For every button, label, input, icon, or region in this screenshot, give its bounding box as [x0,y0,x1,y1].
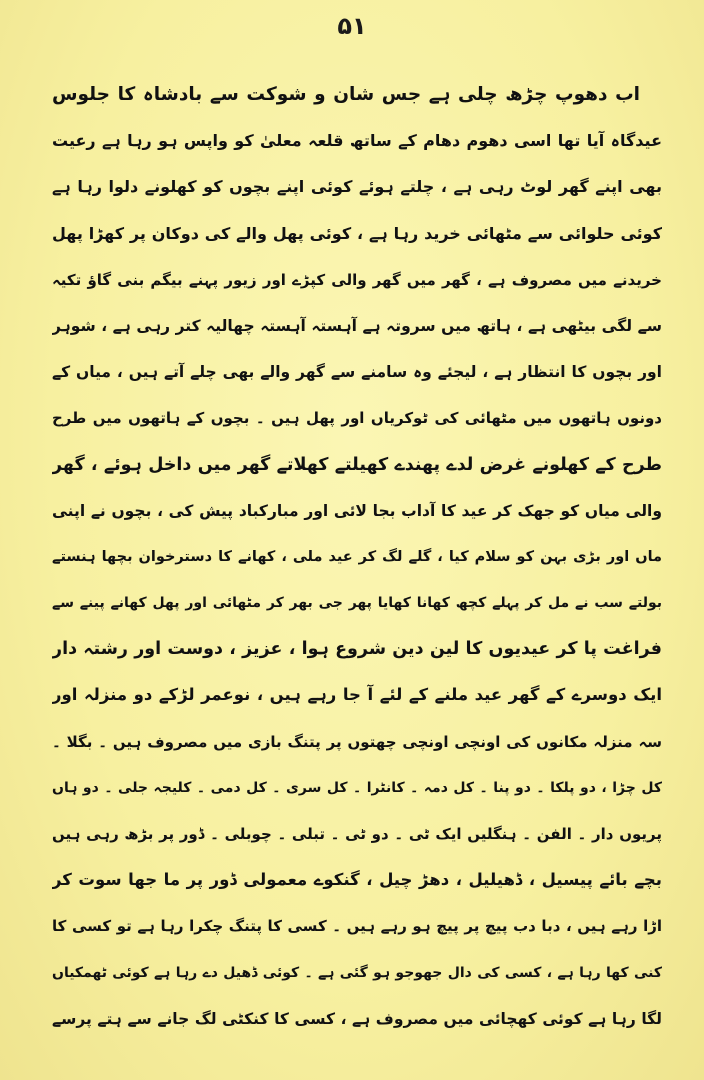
text-line: کوئی حلوائی سے مٹھائی خرید رہا ہے ، کوئی پھل والے کی دوکان پر کھڑا پھل [52,223,662,243]
text-line: پریوں دار ۔ الفن ۔ ہنگلیں ایک ٹی ۔ دو ٹی ۔ تبلی ۔ چوبلی ۔ ڈور پر بڑھ رہی ہیں [52,825,662,843]
text-line: دونوں ہاتھوں میں مٹھائی کی ٹوکریاں اور پھل ہیں ۔ بچوں کے ہاتھوں میں طرح [52,409,662,428]
text-line: ایک دوسرے کے گھر عید ملنے کے لئے آ جا رہے ہیں ، نوعمر لڑکے دو منزلہ اور [52,685,662,705]
text-line: اڑا رہے ہیں ، دبا دب پیچ پر پیچ ہو رہے ہیں ۔ کسی کا پتنگ چکرا رہا ہے تو کسی کا [52,917,662,936]
text-line: اب دھوپ چڑھ چلی ہے جس شان و شوکت سے بادشاہ کا جلوس [52,84,640,105]
text-line: فراغت پا کر عیدیوں کا لین دین شروع ہوا ، عزیز ، دوست اور رشتہ دار [52,639,662,660]
text-line: سہ منزلہ مکانوں کی اونچی اونچی چھتوں پر پتنگ بازی میں مصروف ہیں ۔ بگلا ۔ [52,732,662,751]
body-text [52,72,662,1042]
text-line: بھی اپنے گھر لوٹ رہی ہے ، چلتے ہوئے کوئی اپنے بچوں کو کھلونے دلوا رہا ہے [52,177,662,197]
text-line: عیدگاہ آیا تھا اسی دھوم دھام کے ساتھ قلعہ معلیٰ کو واپس ہو رہا ہے رعیت [52,131,662,151]
text-line: سے لگی بیٹھی ہے ، ہاتھ میں سروتہ ہے آہستہ آہستہ چھالیہ کتر رہی ہے ، شوہر [52,316,662,335]
text-line: خریدنے میں مصروف ہے ، گھر میں گھر والی کپڑے اور زیور پہنے بیگم بنی گاؤ تکیہ [52,270,662,289]
text-line: لگا رہا ہے کوئی کھچائی میں مصروف ہے ، کسی کا کنکٹی لگ جانے سے ہتے پرسے [52,1009,662,1028]
text-line: بچے بائے پیسیل ، ڈھیلیل ، دھڑ چیل ، گنکوے معمولی ڈور پر ما جھا سوت کر [52,870,662,890]
page-number: ۵۱ [337,12,367,40]
text-line: کنی کھا رہا ہے ، کسی کی دال جھوجو ہو گئی ہے ۔ کوئی ڈھیل دے رہا ہے کوئی ٹھمکیاں [52,964,662,981]
text-line: ماں اور بڑی بہن کو سلام کیا ، گلے لگ کر عید ملی ، کھانے کا دسترخوان بچھا ہنستے [52,548,662,565]
text-line: کل چڑا ، دو پلکا ۔ دو پنا ۔ کل دمہ ۔ کانٹرا ۔ کل سری ۔ کل دمی ۔ کلیجہ جلی ۔ دو ہاں [52,779,662,796]
text-line: والی میاں کو جھک کر عید کا آداب بجا لائی اور مبارکباد پیش کی ، بچوں نے اپنی [52,501,662,520]
text-line: طرح کے کھلونے غرض لدے پھندے کھیلتے کھلاتے گھر میں داخل ہوئے ، گھر [52,454,662,475]
text-line: بولتے سب نے مل کر پہلے کچھ کھانا کھایا پھر جی بھر کر مٹھائی اور پھل کھانے پینے سے [52,595,662,612]
text-line: اور بچوں کا انتظار ہے ، لیجئے وہ سامنے سے گھر والے بھی چلے آتے ہیں ، میاں کے [52,363,662,382]
